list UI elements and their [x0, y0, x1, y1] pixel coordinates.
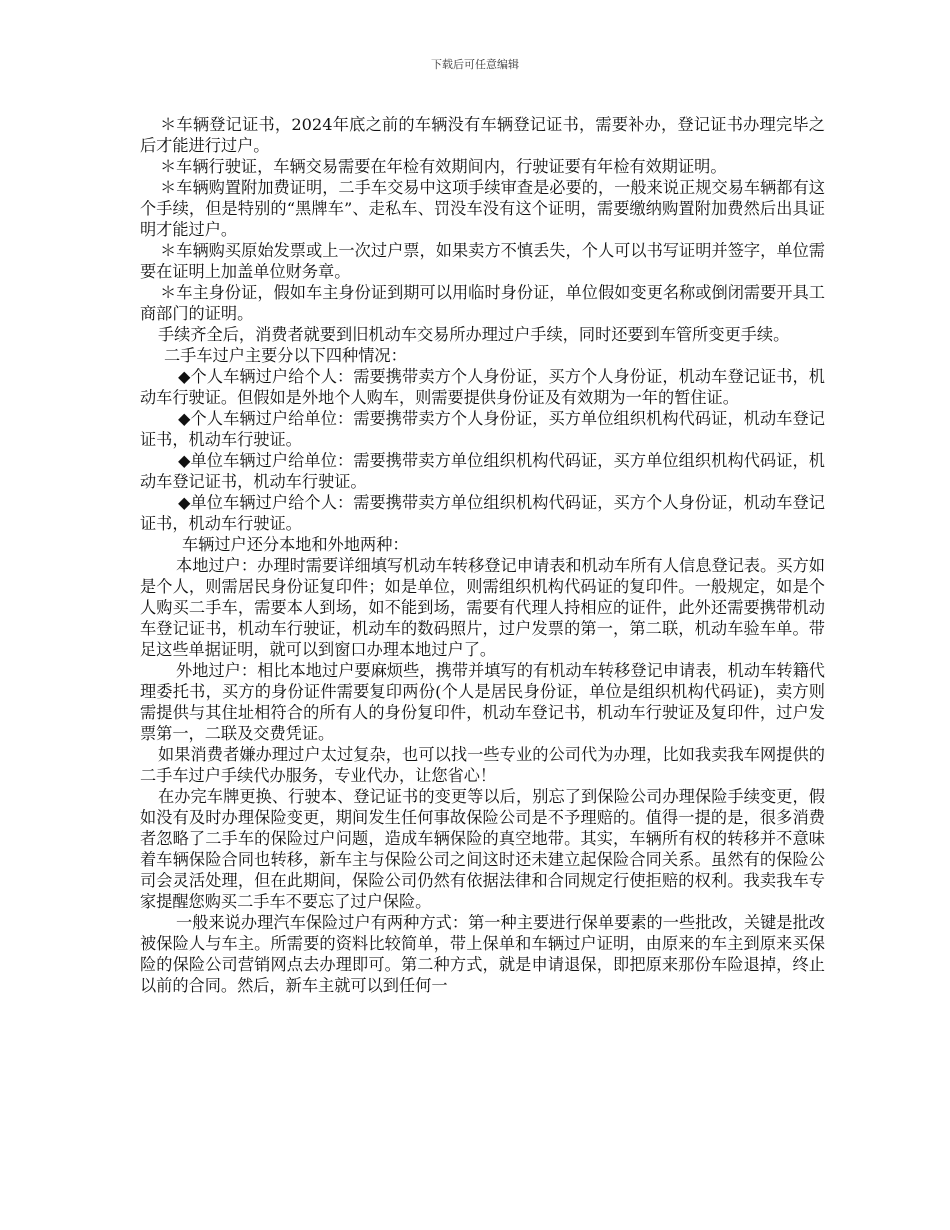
- list-item: ◆单位车辆过户给单位：需要携带卖方单位组织机构代码证，买方单位组织机构代码证，机动车登记证书，机动车行驶证。: [140, 451, 825, 491]
- paragraph: ＊车辆购买原始发票或上一次过户票，如果卖方不慎丢失，个人可以书写证明并签字，单位需要在证明上加盖单位财务章。: [140, 241, 825, 281]
- paragraph: ＊车辆购置附加费证明，二手车交易中这项手续审查是必要的，一般来说正规交易车辆都有这个手续，但是特别的“黑牌车”、走私车、罚没车没有这个证明，需要缴纳购置附加费然后出具证明才能过户。: [140, 178, 825, 239]
- page-header-note: 下载后可任意编辑: [431, 58, 519, 71]
- list-item: ◆个人车辆过户给单位：需要携带卖方个人身份证，买方单位组织机构代码证，机动车登记证书，机动车行驶证。: [140, 409, 825, 449]
- paragraph: 本地过户：办理时需要详细填写机动车转移登记申请表和机动车所有人信息登记表。买方如是个人，则需居民身份证复印件；如是单位，则需组织机构代码证的复印件。一般规定，如是个人购买二手车，需要本人到场，如不能到场，需要有代理人持相应的证件，此外还需要携带机动车登记证书，机动车行驶证，机动车的数码照片，过户发票的第一，第二联，机动车验车单。带足这些单据证明，就可以到窗口办理本地过户了。: [140, 556, 825, 659]
- paragraph: 外地过户：相比本地过户要麻烦些，携带并填写的有机动车转移登记申请表，机动车转籍代理委托书，买方的身份证件需要复印两份(个人是居民身份证，单位是组织机构代码证)，卖方则需提供与其住址相符合的所有人的身份复印件，机动车登记书，机动车行驶证及复印件，过户发票第一，二联及交费凭证。: [140, 661, 825, 743]
- document-body: [140, 114, 825, 996]
- paragraph: 车辆过户还分本地和外地两种：: [182, 535, 409, 554]
- list-item: ◆个人车辆过户给个人：需要携带卖方个人身份证，买方个人身份证，机动车登记证书，机动车行驶证。但假如是外地个人购车，则需要提供身份证及有效期为一年的暂住证。: [140, 367, 825, 407]
- paragraph: 在办完车牌更换、行驶本、登记证书的变更等以后，别忘了到保险公司办理保险手续变更，假如没有及时办理保险变更，期间发生任何事故保险公司是不予理赔的。值得一提的是，很多消费者忽略了二手车的保险过户问题，造成车辆保险的真空地带。其实，车辆所有权的转移并不意味着车辆保险合同也转移，新车主与保险公司之间这时还未建立起保险合同关系。虽然有的保险公司会灵活处理，但在此期间，保险公司仍然有依据法律和合同规定行使拒赔的权利。我卖我车专家提醒您购买二手车不要忘了过户保险。: [140, 787, 825, 911]
- paragraph: 一般来说办理汽车保险过户有两种方式：第一种主要进行保单要素的一些批改，关键是批改被保险人与车主。所需要的资料比较简单，带上保单和车辆过户证明，由原来的车主到原来买保险的保险公司营销网点去办理即可。第二种方式，就是申请退保，即把原来那份车险退掉，终止以前的合同。然后，新车主就可以到任何一: [140, 913, 825, 995]
- paragraph: 如果消费者嫌办理过户太过复杂，也可以找一些专业的公司代为办理，比如我卖我车网提供的二手车过户手续代办服务，专业代办，让您省心！: [140, 745, 825, 785]
- paragraph: ＊车主身份证，假如车主身份证到期可以用临时身份证，单位假如变更名称或倒闭需要开具工商部门的证明。: [140, 283, 825, 323]
- paragraph: ＊车辆登记证书，2024年底之前的车辆没有车辆登记证书，需要补办，登记证书办理完毕之后才能进行过户。: [140, 115, 825, 155]
- paragraph: 手续齐全后，消费者就要到旧机动车交易所办理过户手续，同时还要到车管所变更手续。: [158, 325, 790, 344]
- list-item: ◆单位车辆过户给个人：需要携带卖方单位组织机构代码证，买方个人身份证，机动车登记证书，机动车行驶证。: [140, 493, 825, 533]
- paragraph: ＊车辆行驶证，车辆交易需要在年检有效期间内，行驶证要有年检有效期证明。: [160, 157, 727, 176]
- paragraph: 二手车过户主要分以下四种情况：: [164, 346, 407, 365]
